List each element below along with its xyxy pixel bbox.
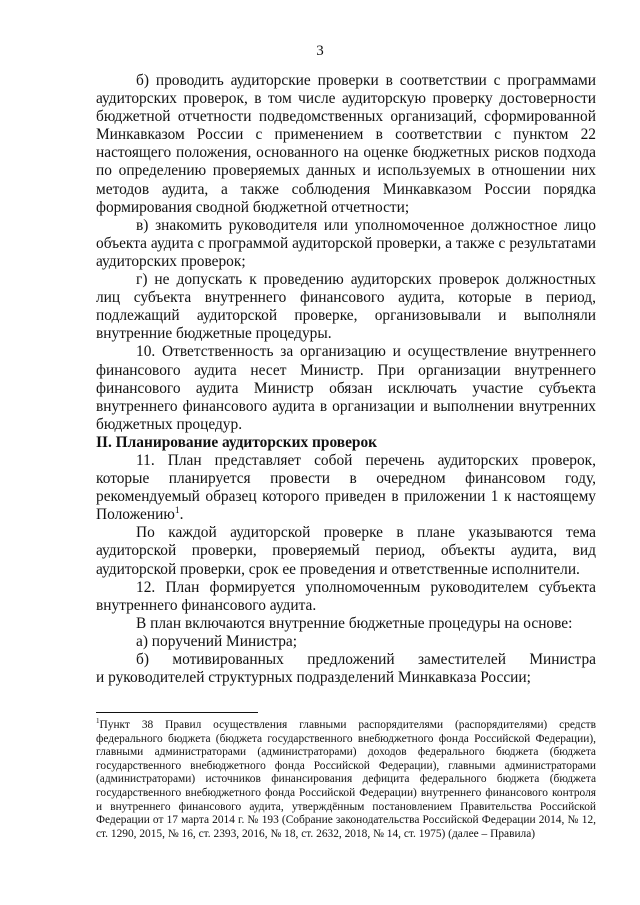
paragraph-item-b-line1: б) мотивированных предложений заместителей Министра (136, 651, 596, 668)
paragraph-plan-contents: По каждой аудиторской проверке в плане указываются тема аудиторской проверки, проверяемый период, объекты аудита, вид аудиторской проверки, срок ее проведения и ответственные исполнители. (96, 524, 596, 578)
paragraph-12: 12. План формируется уполномоченным руководителем субъекта внутреннего финансового аудита. (96, 578, 596, 614)
paragraph-plan-basis: В план включаются внутренние бюджетные процедуры на основе: (136, 614, 573, 632)
paragraph-11 (96, 452, 596, 524)
paragraph-10: 10. Ответственность за организацию и осуществление внутреннего финансового аудита несет Министр. При организации внутреннего финансового аудита Министр обязан исключать участие субъекта внутреннего финансового аудита в организации и выполнении внутренних бюджетных процедур. (96, 343, 596, 433)
document-body (96, 72, 596, 687)
paragraph-9b: б) проводить аудиторские проверки в соответствии с программами аудиторских проверок, в том числе аудиторскую проверку достоверности бюджетной отчетности подведомственных организаций, сформированной Минкавказом России с применением в соответствии с пунктом 22 настоящего положения, основанного на оценке бюджетных рисков подхода по определению проверяемых данных и используемых в отношении них методов аудита, а также соблюдения Минкавказом России порядка формирования сводной бюджетной отчетности; (96, 72, 596, 216)
paragraph-9v: в) знакомить руководителя или уполномоченное должностное лицо объекта аудита с программой аудиторской проверки, а также с результатами аудиторских проверок; (96, 216, 596, 270)
page-number: 3 (316, 43, 324, 59)
footnote (96, 719, 596, 841)
footnote-text: Пункт 38 Правил осуществления главными распорядителями (распорядителями) средств федерального бюджета (бюджета государственного внебюджетного фонда Российской Федерации), главными администраторами (администраторами) доходов федерального бюджета (бюджета государственного внебюджетного фонда Российской Федерации), главными администраторами (администраторами) источников финансирования дефицита федерального бюджета (бюджета государственного внебюджетного фонда Российской Федерации) внутреннего финансового контроля и внутреннего финансового аудита, утверждённым постановлением Правительства Российской Федерации от 17 марта 2014 г. № 193 (Собрание законодательства Российской Федерации 2014, № 12, ст. 1290, 2015, № 16, ст. 2393, 2016, № 18, ст. 2632, 2018, № 14, ст. 1975) (далее – Правила) (96, 719, 596, 840)
paragraph-11-text: 11. План представляет собой перечень аудиторских проверок, которые планируется провести в очередном финансовом году, рекомендуемый образец которого приведен в приложении 1 к настоящему Положению (96, 451, 596, 524)
footnote-separator (96, 712, 258, 713)
paragraph-9g: г) не допускать к проведению аудиторских проверок должностных лиц субъекта внутреннего финансового аудита, которые в период, подлежащий аудиторской проверке, организовывали и выполняли внутренние бюджетные процедуры. (96, 271, 596, 343)
paragraph-item-b-line2: и руководителей структурных подразделений Минкавказа России; (96, 669, 531, 687)
footnote-mark: 1 (96, 717, 100, 726)
paragraph-item-a: а) поручений Министра; (136, 632, 297, 650)
section-title: II. Планирование аудиторских проверок (96, 433, 378, 451)
paragraph-11-end: . (179, 506, 184, 524)
footnote-reference[interactable]: 1 (174, 505, 180, 517)
